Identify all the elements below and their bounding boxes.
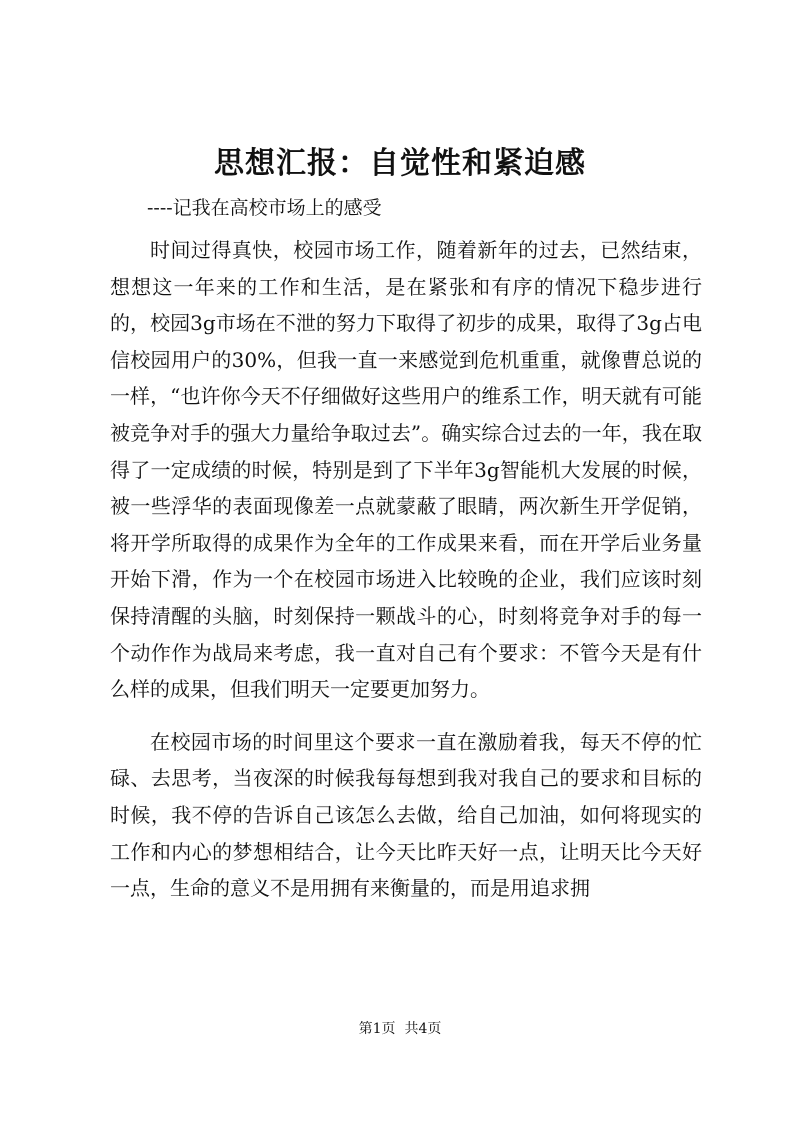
body-paragraph: 在校园市场的时间里这个要求一直在激励着我，每天不停的忙碌、去思考，当夜深的时候我每每想到我对我自己的要求和目标的时候，我不停的告诉自己该怎么去做，给自己加油，如何将现实的工作和内心的梦想相结合，让今天比昨天好一点，让明天比今天好一点，生命的意义不是用拥有来衡量的，而是用追求拥 (110, 729, 702, 901)
document-subtitle: ----记我在高校市场上的感受 (147, 197, 382, 219)
body-paragraph: 时间过得真快，校园市场工作，随着新年的过去，已然结束，想想这一年来的工作和生活，是在紧张和有序的情况下稳步进行的，校园3g市场在不泄的努力下取得了初步的成果，取得了3g占电信校园用户的30%，但我一直一来感觉到危机重重，就像曹总说的一样，“也许你今天不仔细做好这些用户的维系工作，明天就有可能被竞争对手的强大力量给争取过去”。确实综合过去的一年，我在取得了一定成绩的时候，特别是到了下半年3g智能机大发展的时候，被一些浮华的表面现像差一点就蒙蔽了眼睛，两次新生开学促销，将开学所取得的成果作为全年的工作成果来看，而在开学后业务量开始下滑，作为一个在校园市场进入比较晚的企业，我们应该时刻保持清醒的头脑，时刻保持一颗战斗的心，时刻将竞争对手的每一个动作作为战局来考虑，我一直对自己有个要求：不管今天是有什么样的成果，但我们明天一定要更加努力。 (110, 238, 702, 702)
document-body (110, 232, 702, 923)
page-footer: 第1页 共4页 (358, 1021, 442, 1037)
document-title: 思想汇报：自觉性和紧迫感 (214, 146, 586, 181)
